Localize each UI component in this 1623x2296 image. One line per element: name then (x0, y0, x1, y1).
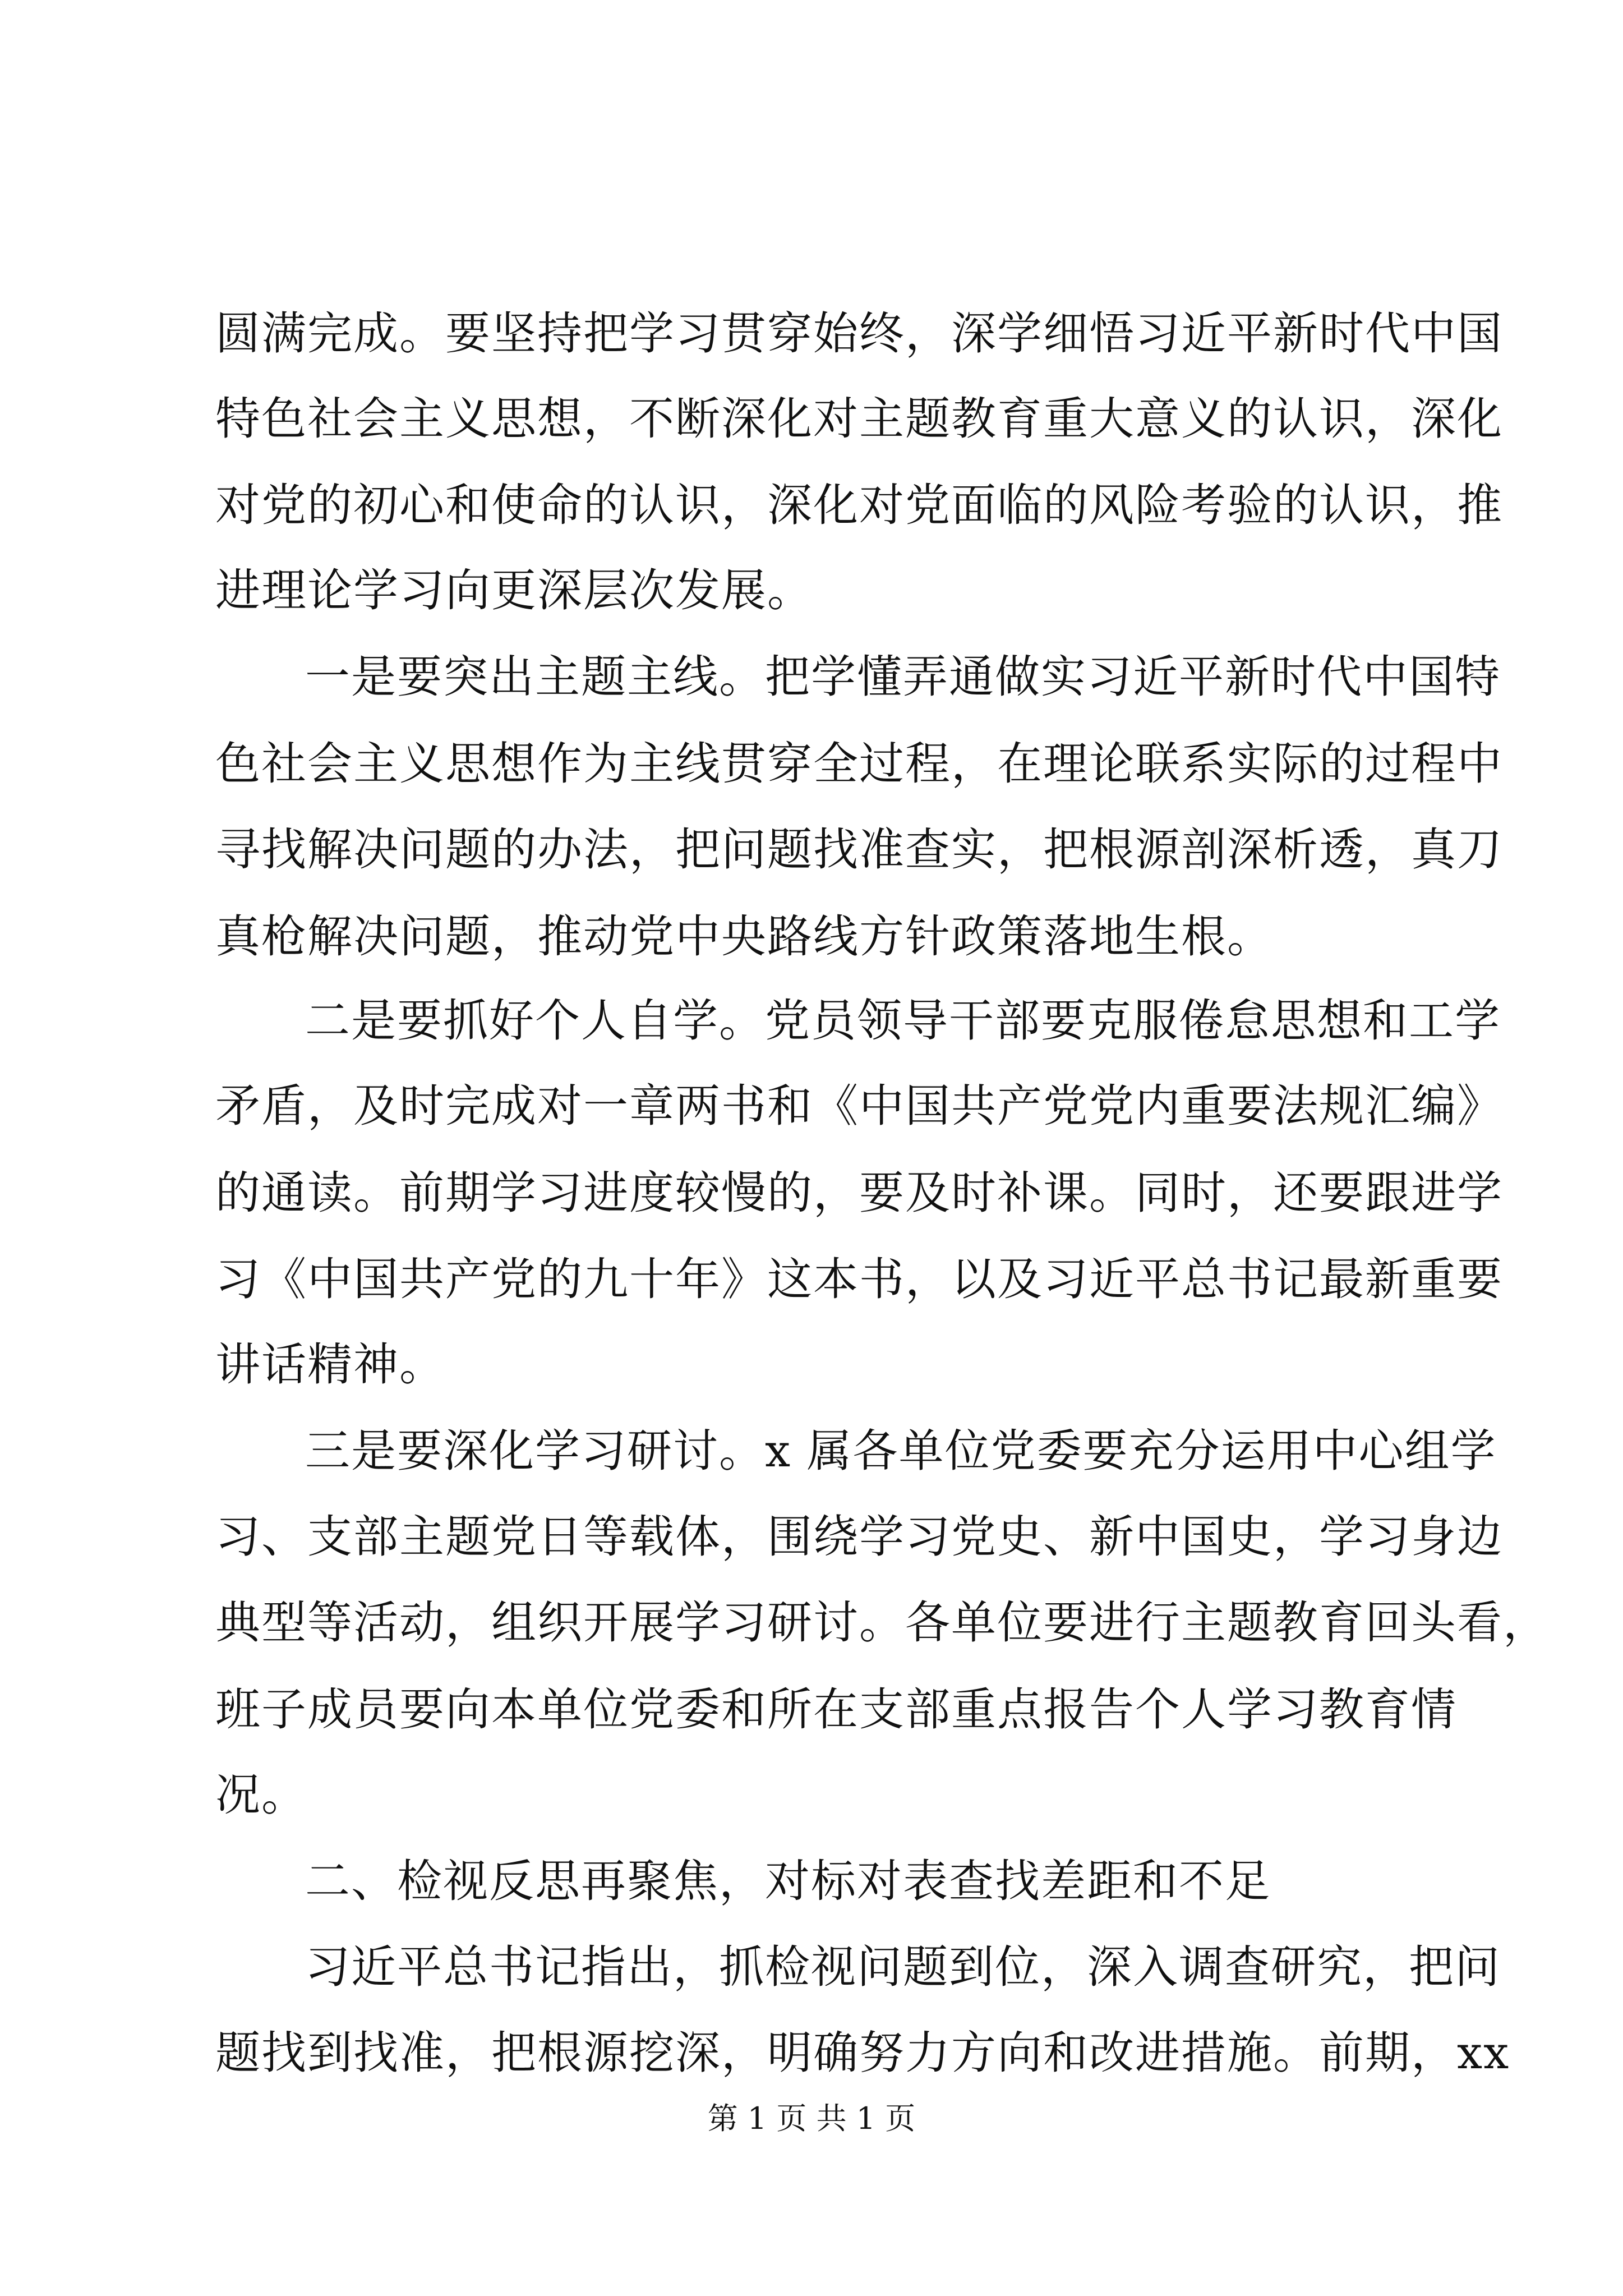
paragraph-first-line: 一是要突出主题主线。把学懂弄通做实习近平新时代中国特 (305, 651, 1501, 703)
body-line: 对党的初心和使命的认识，深化对党面临的风险考验的认识，推 (215, 479, 1503, 531)
body-line: 习、支部主题党日等载体，围绕学习党史、新中国史，学习身边 (215, 1511, 1503, 1563)
body-line: 矛盾，及时完成对一章两书和《中国共产党党内重要法规汇编》 (215, 1080, 1503, 1132)
body-line: 题找到找准，把根源挖深，明确努力方向和改进措施。前期，xx (215, 2027, 1510, 2079)
body-line: 圆满完成。要坚持把学习贯穿始终，深学细悟习近平新时代中国 (215, 307, 1503, 360)
paragraph-first-line: 二是要抓好个人自学。党员领导干部要克服倦怠思想和工学 (305, 995, 1501, 1047)
body-line: 讲话精神。 (215, 1338, 445, 1391)
paragraph-first-line: 习近平总书记指出，抓检视问题到位，深入调查研究，把问 (305, 1941, 1501, 1993)
body-line: 况。 (215, 1769, 307, 1821)
body-line: 特色社会主义思想，不断深化对主题教育重大意义的认识，深化 (215, 393, 1503, 445)
body-line: 习《中国共产党的九十年》这本书，以及习近平总书记最新重要 (215, 1253, 1503, 1305)
body-line: 班子成员要向本单位党委和所在支部重点报告个人学习教育情 (215, 1683, 1457, 1736)
page-footer: 第 1 页 共 1 页 (707, 2101, 916, 2136)
body-line: 的通读。前期学习进度较慢的，要及时补课。同时，还要跟进学 (215, 1167, 1503, 1219)
body-line: 进理论学习向更深层次发展。 (215, 564, 813, 616)
section-heading: 二、检视反思再聚焦，对标对表查找差距和不足 (305, 1855, 1271, 1907)
body-line: 寻找解决问题的办法，把问题找准查实，把根源剖深析透，真刀 (215, 823, 1503, 876)
body-line: 色社会主义思想作为主线贯穿全过程，在理论联系实际的过程中 (215, 738, 1503, 790)
body-line: 典型等活动，组织开展学习研讨。各单位要进行主题教育回头看， (215, 1596, 1549, 1649)
paragraph-first-line: 三是要深化学习研讨。x 属各单位党委要充分运用中心组学 (305, 1425, 1497, 1477)
body-line: 真枪解决问题，推动党中央路线方针政策落地生根。 (215, 910, 1273, 963)
